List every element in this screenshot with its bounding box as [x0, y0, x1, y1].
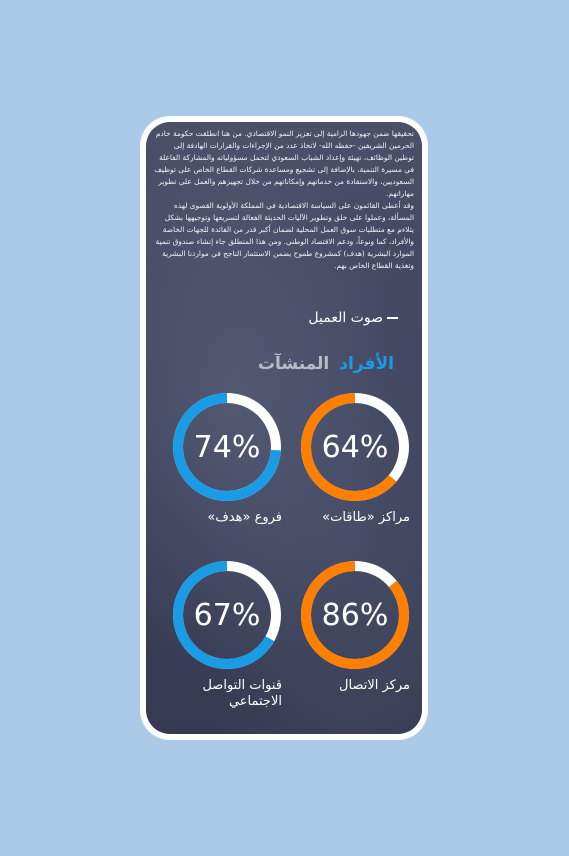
about-text — [154, 128, 414, 272]
section-heading — [308, 310, 398, 326]
heading-dash-icon — [387, 317, 398, 319]
app-screen — [146, 122, 422, 734]
section-title: صوت العميل — [308, 310, 383, 326]
stat-percent: 86% — [321, 597, 389, 633]
tab-establishments[interactable]: المنشآت — [257, 354, 330, 374]
stat-label: مركز الاتصال — [339, 678, 410, 693]
about-paragraph-1: تحقيقها ضمن جهودها الرامية إلى تعزيز النمو الاقتصادي. من هنا انطلقت حكومة خادم الحرمين الشريفين -حفظه الله- لاتخاذ عدد من الإجراءات والقرارات الهادفة إلى توطين الوظائف، تهيئة وإعداد الشباب السعودي لتحمل مسؤولياته والمشاركة الفاعلة في مسيرة التنمية، بالإضافة إلى تشجيع ومساعدة شركات القطاع الخاص على توظيف السعوديين، والاستفادة من خدماتهم وإمكاناتهم من خلال تجهيزهم والعمل على تطوير مهاراتهم. — [154, 129, 414, 198]
stat-label: فروع «هدف» — [207, 510, 282, 525]
about-paragraph-2: وقد أعطى القائمون على السياسة الاقتصادية في المملكة الأولوية القصوى لهذه المسألة، وعملوا على خلق وتطوير الآليات الحديثة الفعالة لتسريعها وتوجيهها بشكل يتلاءم مع متطلبات سوق العمل المحلية لضمان أكبر قدر من الفائدة للجهات الخاصة والأفراد، كما ونوعاً، ودعم الاقتصاد الوطني. ومن هذا المنطلق جاء إنشاء صندوق تنمية الموارد البشرية (هدف) كمشروع طموح يضمن الاستثمار الناجح في مواردنا البشرية وتغذية القطاع الخاص بهم. — [155, 201, 414, 270]
stat-percent: 67% — [193, 597, 261, 633]
phone-frame — [140, 116, 428, 740]
customer-type-tabs — [258, 354, 394, 374]
stat-label: مراكز «طاقات» — [322, 510, 410, 525]
stat-percent: 74% — [193, 429, 261, 465]
stat-label: قنوات التواصل الاجتماعي — [202, 678, 282, 709]
stat-percent: 64% — [321, 429, 389, 465]
tab-individuals[interactable]: الأفراد — [339, 354, 394, 374]
